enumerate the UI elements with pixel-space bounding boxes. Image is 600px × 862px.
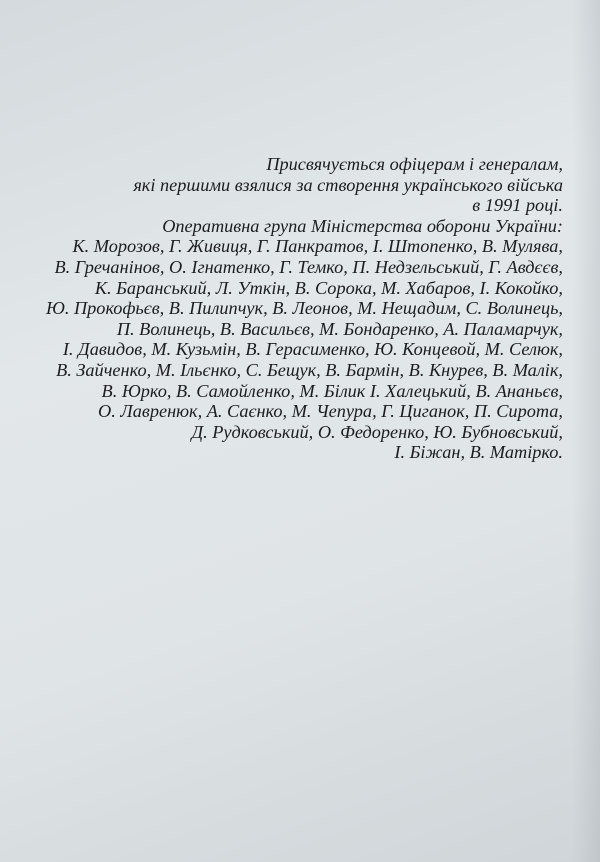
names-line: В. Зайченко, М. Ільєнко, С. Бещук, В. Бармін, В. Кнурев, В. Малік, xyxy=(56,359,563,380)
dedication-block xyxy=(3,154,563,463)
names-line: К. Баранський, Л. Уткін, В. Сорока, М. Хабаров, І. Кокойко, xyxy=(94,277,563,298)
page-edge-shadow xyxy=(572,0,600,862)
names-line: К. Морозов, Г. Живиця, Г. Панкратов, І. Штопенко, В. Мулява, xyxy=(72,236,563,257)
dedication-line: в 1991 році. xyxy=(472,195,563,216)
dedication-line: Присвячується офіцерам і генералам, xyxy=(266,154,563,174)
names-line: І. Біжан, В. Матірко. xyxy=(394,442,563,463)
dedication-line: які першими взялися за створення українського війська xyxy=(133,174,563,195)
names-line: В. Гречанінов, О. Ігнатенко, Г. Темко, П. Недзельський, Г. Авдєєв, xyxy=(54,256,563,277)
names-line: Д. Рудковський, О. Федоренко, Ю. Бубновський, xyxy=(191,421,563,442)
names-line: О. Лавренюк, А. Саєнко, М. Чепура, Г. Циганок, П. Сирота, xyxy=(98,401,563,422)
group-title: Оперативна група Міністерства оборони України: xyxy=(162,215,563,236)
names-line: П. Волинець, В. Васильєв, М. Бондаренко, А. Паламарчук, xyxy=(116,318,563,339)
names-line: І. Давидов, М. Кузьмін, В. Герасименко, Ю. Концевой, М. Селюк, xyxy=(62,339,563,360)
names-line: В. Юрко, В. Самойленко, М. Білик І. Халецький, В. Ананьєв, xyxy=(101,380,563,401)
names-line: Ю. Прокофьєв, В. Пилипчук, В. Леонов, М. Нещадим, С. Волинець, xyxy=(45,298,563,319)
